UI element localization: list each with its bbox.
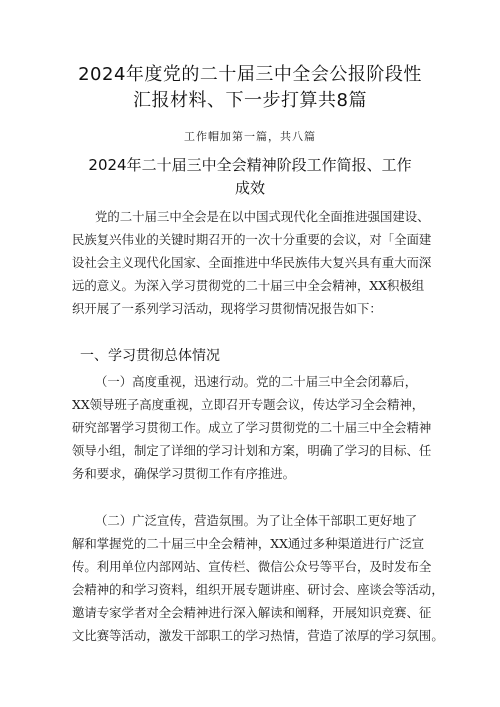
paragraph-line: XX领导班子高度重视，立即召开专题会议，传达学习全会精神， [72, 397, 425, 412]
document-title-line-2: 汇报材料、下一步打算共8篇 [133, 90, 367, 111]
paragraph-line: 研究部署学习贯彻工作。成立了学习贯彻党的二十届三中全会精神 [72, 420, 432, 435]
paragraph-line: （二）广泛宣传，营造氛围。为了让全体干部职工更好地了 [95, 513, 418, 528]
paragraph-line: 文比赛等活动，激发干部职工的学习热情，营造了浓厚的学习氛围。 [72, 628, 444, 643]
report-title-line-1: 2024年二十届三中全会精神阶段工作简报、工作 [88, 156, 412, 174]
paragraph-line: 务和要求，确保学习贯彻工作有序推进。 [72, 466, 296, 481]
paragraph-line: 党的二十届三中全会是在以中国式现代化全面推进强国建设、 [95, 209, 430, 224]
paragraph-line: 解和掌握党的二十届三中全会精神，XX通过多种渠道进行广泛宣 [72, 536, 425, 551]
document-subtitle: 工作帽加第一篇，共八篇 [184, 130, 316, 143]
paragraph-line: 民族复兴伟业的关键时期召开的一次十分重要的会议，对「全面建 [72, 232, 432, 247]
paragraph-line: 远的意义。为深入学习贯彻党的二十届三中全会精神，XX积极组 [72, 278, 425, 293]
intro-paragraph [72, 205, 444, 320]
paragraph-line: 设社会主义现代化国家、全面推进中华民族伟大复兴具有重大而深 [72, 255, 432, 270]
body-paragraph-1 [72, 370, 444, 485]
paragraph-line: 传。利用单位内部网站、宣传栏、微信公众号等平台，及时发布全 [72, 559, 432, 574]
paragraph-line: （一）高度重视，迅速行动。党的二十届三中全会闭幕后， [95, 374, 418, 389]
document-title-line-1: 2024年度党的二十届三中全会公报阶段性 [78, 64, 422, 85]
paragraph-line: 邀请专家学者对全会精神进行深入解读和阐释，开展知识竞赛、征 [72, 605, 432, 620]
body-paragraph-2 [72, 509, 444, 647]
section-heading: 一、学习贯彻总体情况 [80, 348, 220, 364]
report-title-line-2: 成效 [234, 179, 265, 197]
paragraph-line: 会精神的和学习资料，组织开展专题讲座、研讨会、座谈会等活动， [72, 582, 444, 597]
paragraph-line: 织开展了一系列学习活动，现将学习贯彻情况报告如下： [72, 301, 382, 316]
paragraph-line: 领导小组，制定了详细的学习计划和方案，明确了学习的目标、任 [72, 443, 432, 458]
